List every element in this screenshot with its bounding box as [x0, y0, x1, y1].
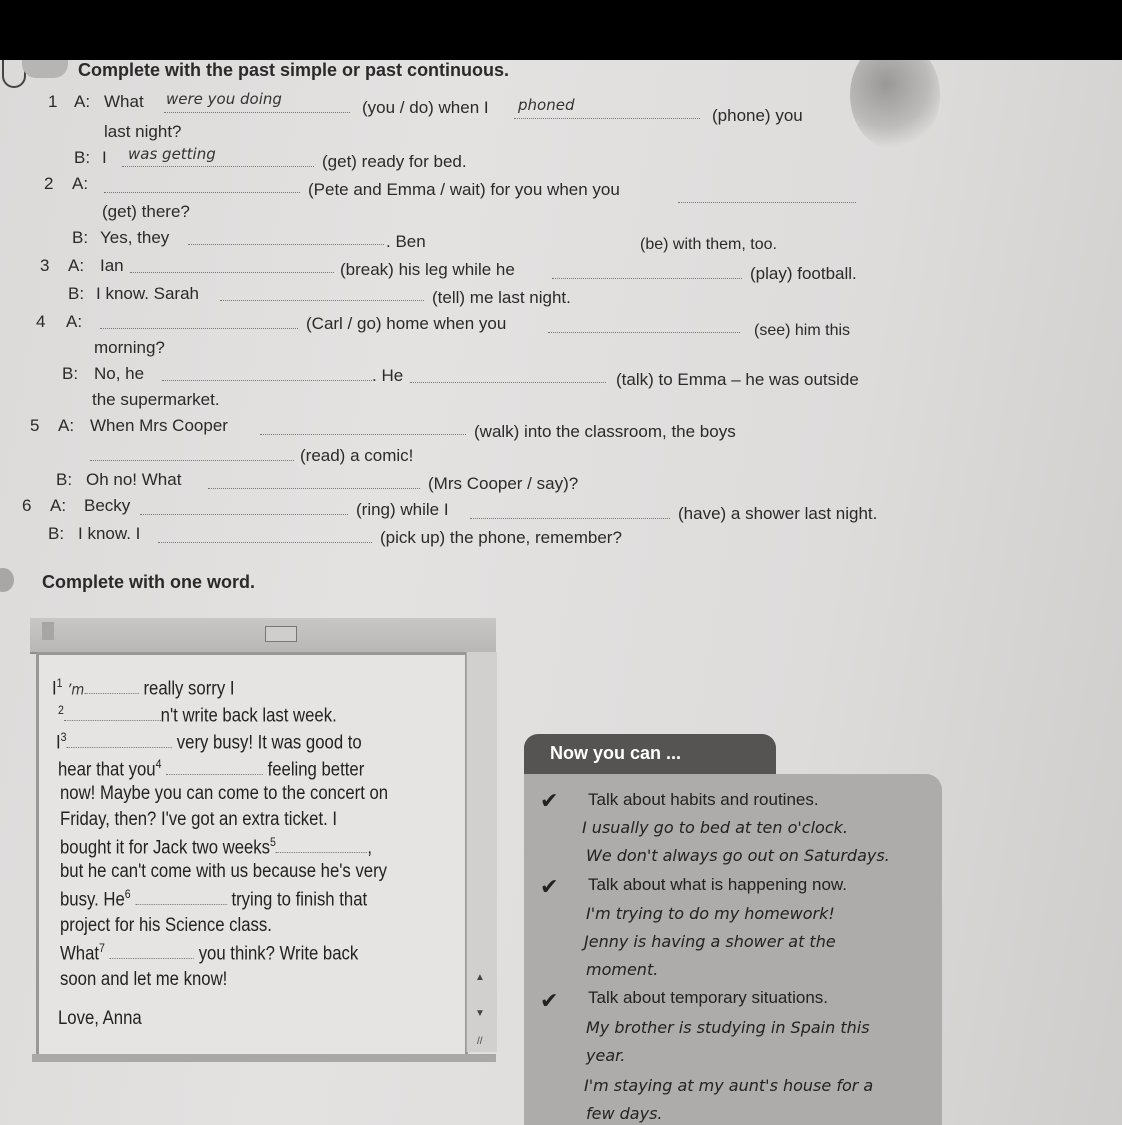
item-text: last night?: [104, 122, 182, 141]
answer-blank[interactable]: [208, 488, 420, 489]
answer-blank[interactable]: [678, 202, 856, 203]
answer-blank[interactable]: [188, 244, 384, 245]
answer-blank[interactable]: [514, 118, 700, 119]
item-text: I: [102, 148, 107, 167]
answer-blank[interactable]: [140, 514, 348, 515]
resize-grip-icon[interactable]: //: [477, 1036, 483, 1047]
email-line: What$^7$ you think? Write back: [60, 941, 359, 965]
worksheet-page: [0, 60, 1122, 1125]
answer-blank[interactable]: [548, 332, 740, 333]
skill-heading: Talk about what is happening now.: [588, 875, 847, 894]
answer-blank[interactable]: [470, 518, 670, 519]
item-text: I know. Sarah: [96, 284, 200, 303]
exercise1-instruction: Complete with the past simple or past continuous.: [78, 60, 510, 80]
answer-blank[interactable]: [130, 272, 334, 273]
speaker-b: B:: [48, 524, 65, 543]
speaker-b: B:: [74, 148, 91, 167]
skill-example: I'm staying at my aunt's house for a: [584, 1076, 874, 1095]
speaker-a: A:: [68, 256, 85, 275]
item-text: . He: [372, 366, 404, 385]
handwritten-answer: phoned: [518, 96, 575, 114]
email-line: soon and let me know!: [60, 969, 228, 990]
speaker-b: B:: [72, 228, 89, 247]
email-signoff: Love, Anna: [58, 1008, 142, 1029]
answer-blank[interactable]: [410, 382, 606, 383]
item-number: 3: [40, 256, 50, 275]
item-text: (ring) while I: [356, 500, 449, 519]
item-number: 1: [48, 92, 58, 111]
item-text: Ian: [100, 256, 124, 275]
email-line: $I^1$ ’m really sorry I: [52, 676, 235, 700]
item-text: . Ben: [386, 232, 426, 251]
answer-blank[interactable]: [552, 278, 742, 279]
answer-blank[interactable]: [122, 166, 314, 167]
answer-blank[interactable]: [220, 300, 424, 301]
item-text: (you / do) when I: [362, 98, 489, 117]
item-text: (Pete and Emma / wait) for you when you: [308, 180, 620, 199]
skill-example: My brother is studying in Spain this: [586, 1018, 870, 1037]
skill-example: few days.: [586, 1104, 663, 1123]
email-line: $I^3$ very busy! It was good to: [56, 730, 362, 754]
checkmark-icon: ✔: [540, 788, 559, 813]
page-shadow: [850, 60, 940, 150]
item-text: (phone) you: [712, 106, 803, 125]
item-text: (be) with them, too.: [640, 236, 777, 253]
email-window-frame: [32, 1054, 496, 1062]
email-line: hear that you$^4$ feeling better: [58, 757, 365, 781]
email-line: Friday, then? I've got an extra ticket. I: [60, 809, 338, 830]
speaker-b: B:: [62, 364, 79, 383]
speaker-a: A:: [50, 496, 67, 515]
answer-blank[interactable]: [90, 460, 294, 461]
skill-example: We don't always go out on Saturdays.: [586, 846, 890, 865]
speaker-a: A:: [74, 92, 91, 111]
handwritten-answer: was getting: [128, 145, 216, 163]
exercise2-instruction: Complete with one word.: [42, 572, 256, 592]
item-text: (talk) to Emma – he was outside: [616, 370, 859, 389]
exercise-number-badge: [22, 60, 68, 78]
email-line: busy. He$^6$ trying to finish that: [60, 887, 368, 911]
item-number: 2: [44, 174, 54, 193]
answer-blank[interactable]: [260, 434, 466, 435]
item-text: the supermarket.: [92, 390, 220, 409]
answer-blank[interactable]: [162, 380, 372, 381]
item-text: Yes, they: [100, 228, 170, 247]
speaker-a: A:: [58, 416, 75, 435]
item-text: morning?: [94, 338, 165, 357]
item-text: (read) a comic!: [300, 446, 414, 465]
item-text: Becky: [84, 496, 131, 515]
checkmark-icon: ✔: [540, 874, 559, 899]
answer-blank[interactable]: [164, 112, 350, 113]
handwritten-answer: were you doing: [166, 90, 282, 108]
item-text: No, he: [94, 364, 145, 383]
skill-example: moment.: [586, 960, 659, 979]
item-text: (have) a shower last night.: [678, 504, 878, 523]
item-text: (Mrs Cooper / say)?: [428, 474, 579, 493]
scroll-up-icon[interactable]: ▲: [475, 972, 485, 983]
item-number: 5: [30, 416, 40, 435]
skill-example: year.: [586, 1046, 626, 1065]
item-text: (tell) me last night.: [432, 288, 571, 307]
skill-example: I usually go to bed at ten o'clock.: [582, 818, 848, 837]
speaker-b: B:: [68, 284, 85, 303]
email-line: $^2$ n't write back last week.: [58, 703, 337, 727]
answer-blank[interactable]: [158, 542, 372, 543]
item-text: When Mrs Cooper: [90, 416, 228, 435]
item-text: (get) there?: [102, 202, 190, 221]
item-text: What: [104, 92, 144, 111]
answer-blank[interactable]: [100, 328, 298, 329]
item-text: I know. I: [78, 524, 141, 543]
envelope-icon: [265, 626, 297, 642]
item-text: (break) his leg while he: [340, 260, 515, 279]
scroll-down-icon[interactable]: ▼: [475, 1008, 485, 1019]
skill-heading: Talk about habits and routines.: [588, 790, 819, 809]
skill-heading: Talk about temporary situations.: [588, 988, 829, 1007]
item-number: 4: [36, 312, 46, 331]
email-window-toolbar: [30, 618, 496, 654]
item-text: (walk) into the classroom, the boys: [474, 422, 736, 441]
email-line: bought it for Jack two weeks$^5$ ,: [60, 835, 373, 859]
email-scrollbar[interactable]: [466, 652, 497, 1052]
item-text: Oh no! What: [86, 470, 182, 489]
item-text: (get) ready for bed.: [322, 152, 467, 171]
speaker-b: B:: [56, 470, 73, 489]
speaker-a: A:: [66, 312, 83, 331]
item-text: (see) him this: [754, 322, 851, 339]
email-line: but he can't come with us because he's very: [60, 861, 388, 882]
exercise-marker: [0, 568, 14, 592]
checkmark-icon: ✔: [540, 988, 559, 1013]
skill-example: Jenny is having a shower at the: [584, 932, 836, 951]
answer-blank[interactable]: [104, 192, 300, 193]
item-text: (pick up) the phone, remember?: [380, 528, 622, 547]
item-number: 6: [22, 496, 32, 515]
item-text: (Carl / go) home when you: [306, 314, 507, 333]
item-text: (play) football.: [750, 264, 857, 283]
email-line: now! Maybe you can come to the concert on: [60, 783, 389, 804]
now-you-can-tab: [524, 734, 776, 774]
skill-example: I'm trying to do my homework!: [586, 904, 835, 923]
now-you-can-title: Now you can ...: [550, 743, 682, 763]
email-line: project for his Science class.: [60, 915, 272, 936]
speaker-a: A:: [72, 174, 89, 193]
flag-icon: [42, 622, 54, 640]
